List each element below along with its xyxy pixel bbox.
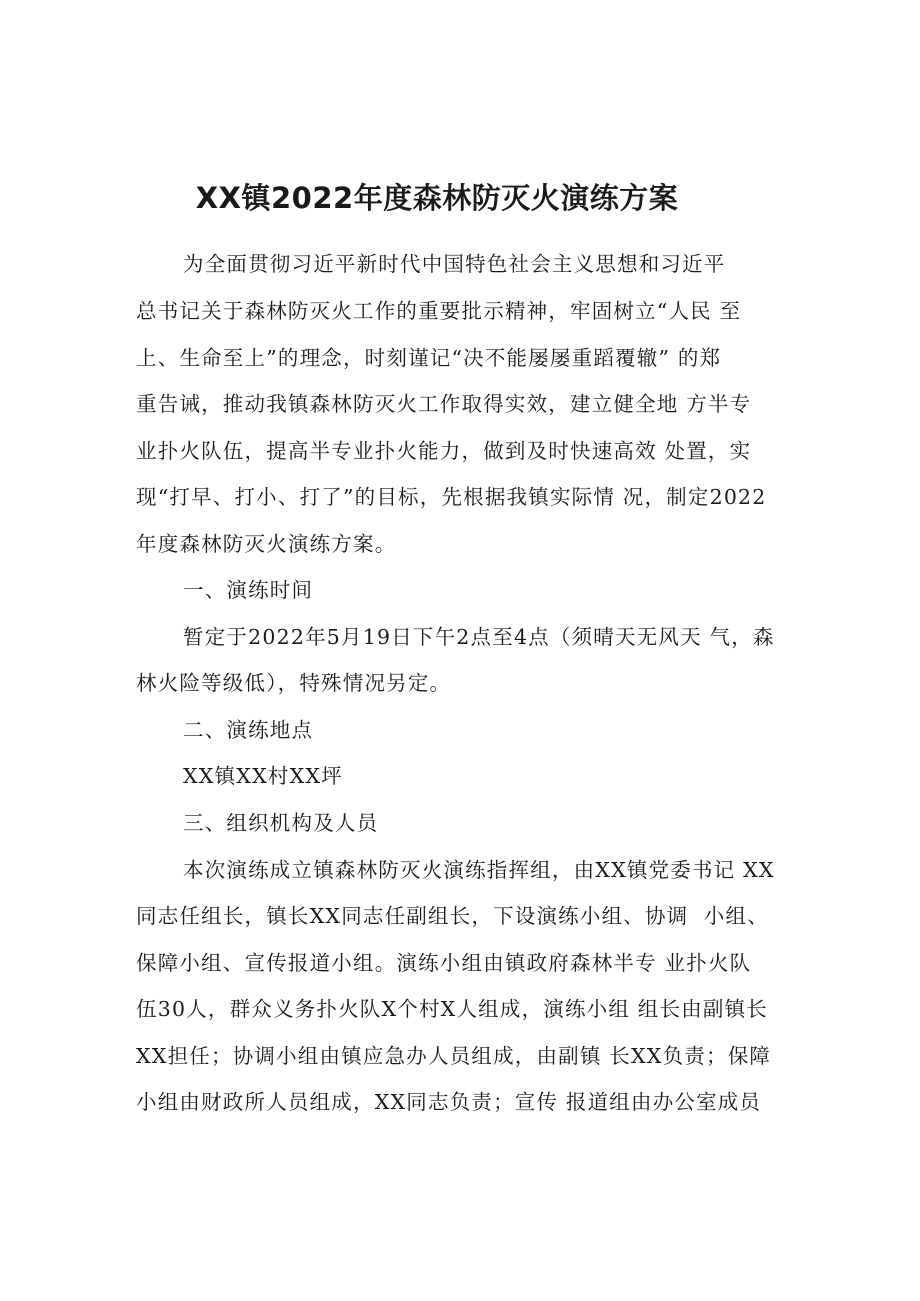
section-heading: 二、演练地点 [183,718,314,742]
paragraph-line: XX担任；协调小组由镇应急办人员组成，由副镇 长XX负责；保障 [136,1044,772,1068]
paragraph-line: 上、生命至上”的理念，时刻谨记“决不能屡屡重蹈覆辙” 的郑 [136,346,722,370]
section-heading: 一、演练时间 [183,578,314,602]
document-title: XX镇2022年度森林防灭火演练方案 [195,181,679,215]
paragraph-line: 同志任组长，镇长XX同志任副组长，下设演练小组、协调 小组、 [136,904,769,928]
section-heading: 三、组织机构及人员 [183,811,379,835]
paragraph-line: 总书记关于森林防灭火工作的重要批示精神，牢固树立“人民 至 [136,299,742,323]
paragraph-line: 为全面贯彻习近平新时代中国特色社会主义思想和习近平 [183,252,726,276]
paragraph-line: 年度森林防灭火演练方案。 [136,532,397,556]
paragraph-line: 业扑火队伍，提高半专业扑火能力，做到及时快速高效 处置，实 [136,439,752,463]
paragraph-line: 本次演练成立镇森林防灭火演练指挥组，由XX镇党委书记 XX [183,858,775,882]
paragraph-line: 暂定于2022年5月19日下午2点至4点（须晴天无风天 气，森 [183,625,775,649]
paragraph-line: 林火险等级低），特殊情况另定。 [136,671,452,695]
paragraph-line: 小组由财政所人员组成，XX同志负责；宣传 报道组由办公室成员 [136,1090,762,1114]
paragraph-line: XX镇XX村XX坪 [183,764,343,788]
paragraph-line: 伍30人，群众义务扑火队X个村X人组成，演练小组 组长由副镇长 [136,997,768,1021]
paragraph-line: 重告诫，推动我镇森林防灭火工作取得实效，建立健全地 方半专 [136,392,752,416]
paragraph-line: 现“打早、打小、打了”的目标，先根据我镇实际情 况，制定2022 [136,485,767,509]
paragraph-line: 保障小组、宣传报道小组。演练小组由镇政府森林半专 业扑火队 [136,951,752,975]
